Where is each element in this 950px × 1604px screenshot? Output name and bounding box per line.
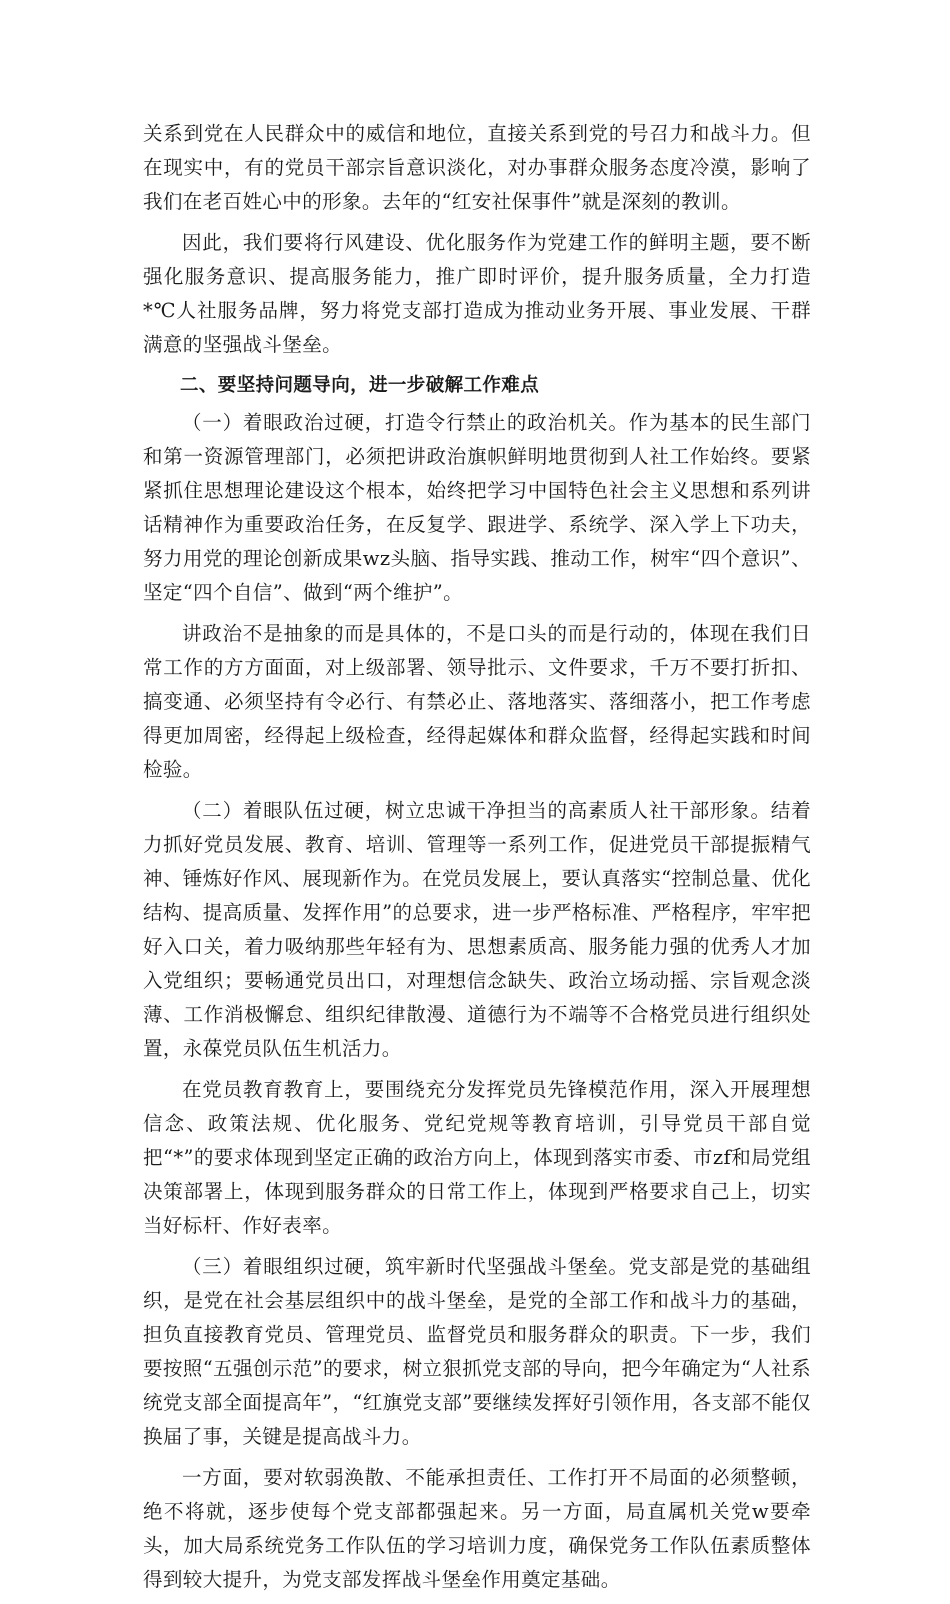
- document-page: [143, 117, 811, 1604]
- body-paragraph: 一方面，要对软弱涣散、不能承担责任、工作打开不局面的必须整顿，绝不将就，逐步使每个党支部都强起来。另一方面，局直属机关党w要牵头，加大局系统党务工作队伍的学习培训力度，确保党务工作队伍素质整体得到较大提升，为党支部发挥战斗堡垒作用奠定基础。: [143, 1466, 811, 1591]
- body-paragraph: （一）着眼政治过硬，打造令行禁止的政治机关。作为基本的民生部门和第一资源管理部门，必须把讲政治旗帜鲜明地贯彻到人社工作始终。要紧紧抓住思想理论建设这个根本，始终把学习中国特色社会主义思想和系列讲话精神作为重要政治任务，在反复学、跟进学、系统学、深入学上下功夫，努力用党的理论创新成果wz头脑、指导实践、推动工作，树牢“四个意识”、坚定“四个自信”、做到“两个维护”。: [143, 411, 811, 604]
- body-paragraph: （三）着眼组织过硬，筑牢新时代坚强战斗堡垒。党支部是党的基础组织，是党在社会基层组织中的战斗堡垒，是党的全部工作和战斗力的基础，担负直接教育党员、管理党员、监督党员和服务群众的职责。下一步，我们要按照“五强创示范”的要求，树立狠抓党支部的导向，把今年确定为“人社系统党支部全面提高年”，“红旗党支部”要继续发挥好引领作用，各支部不能仅换届了事，关键是提高战斗力。: [143, 1255, 811, 1448]
- body-paragraph: 讲政治不是抽象的而是具体的，不是口头的而是行动的，体现在我们日常工作的方方面面，对上级部署、领导批示、文件要求，千万不要打折扣、搞变通、必须坚持有令必行、有禁必止、落地落实、落细落小，把工作考虑得更加周密，经得起上级检查，经得起媒体和群众监督，经得起实践和时间检验。: [143, 622, 811, 781]
- body-paragraph: 在党员教育教育上，要围绕充分发挥党员先锋模范作用，深入开展理想信念、政策法规、优化服务、党纪党规等教育培训，引导党员干部自觉把“*”的要求体现到坚定正确的政治方向上，体现到落实市委、市zf和局党组决策部署上，体现到服务群众的日常工作上，体现到严格要求自己上，切实当好标杆、作好表率。: [143, 1078, 811, 1237]
- body-paragraph: （二）着眼队伍过硬，树立忠诚干净担当的高素质人社干部形象。结着力抓好党员发展、教育、培训、管理等一系列工作，促进党员干部提振精气神、锤炼好作风、展现新作为。在党员发展上，要认真落实“控制总量、优化结构、提高质量、发挥作用”的总要求，进一步严格标准、严格程序，牢牢把好入口关，着力吸纳那些年轻有为、思想素质高、服务能力强的优秀人才加入党组织；要畅通党员出口，对理想信念缺失、政治立场动摇、宗旨观念淡薄、工作消极懈怠、组织纪律散漫、道德行为不端等不合格党员进行组织处置，永葆党员队伍生机活力。: [143, 799, 811, 1060]
- body-paragraph: 关系到党在人民群众中的威信和地位，直接关系到党的号召力和战斗力。但在现实中，有的党员干部宗旨意识淡化，对办事群众服务态度冷漠，影响了我们在老百姓心中的形象。去年的“红安社保事件”就是深刻的教训。: [143, 122, 811, 213]
- section-heading: 二、要坚持问题导向，进一步破解工作难点: [180, 375, 540, 396]
- body-paragraph: 因此，我们要将行风建设、优化服务作为党建工作的鲜明主题，要不断强化服务意识、提高服务能力，推广即时评价，提升服务质量，全力打造*℃人社服务品牌，努力将党支部打造成为推动业务开展、事业发展、干群满意的坚强战斗堡垒。: [143, 231, 811, 356]
